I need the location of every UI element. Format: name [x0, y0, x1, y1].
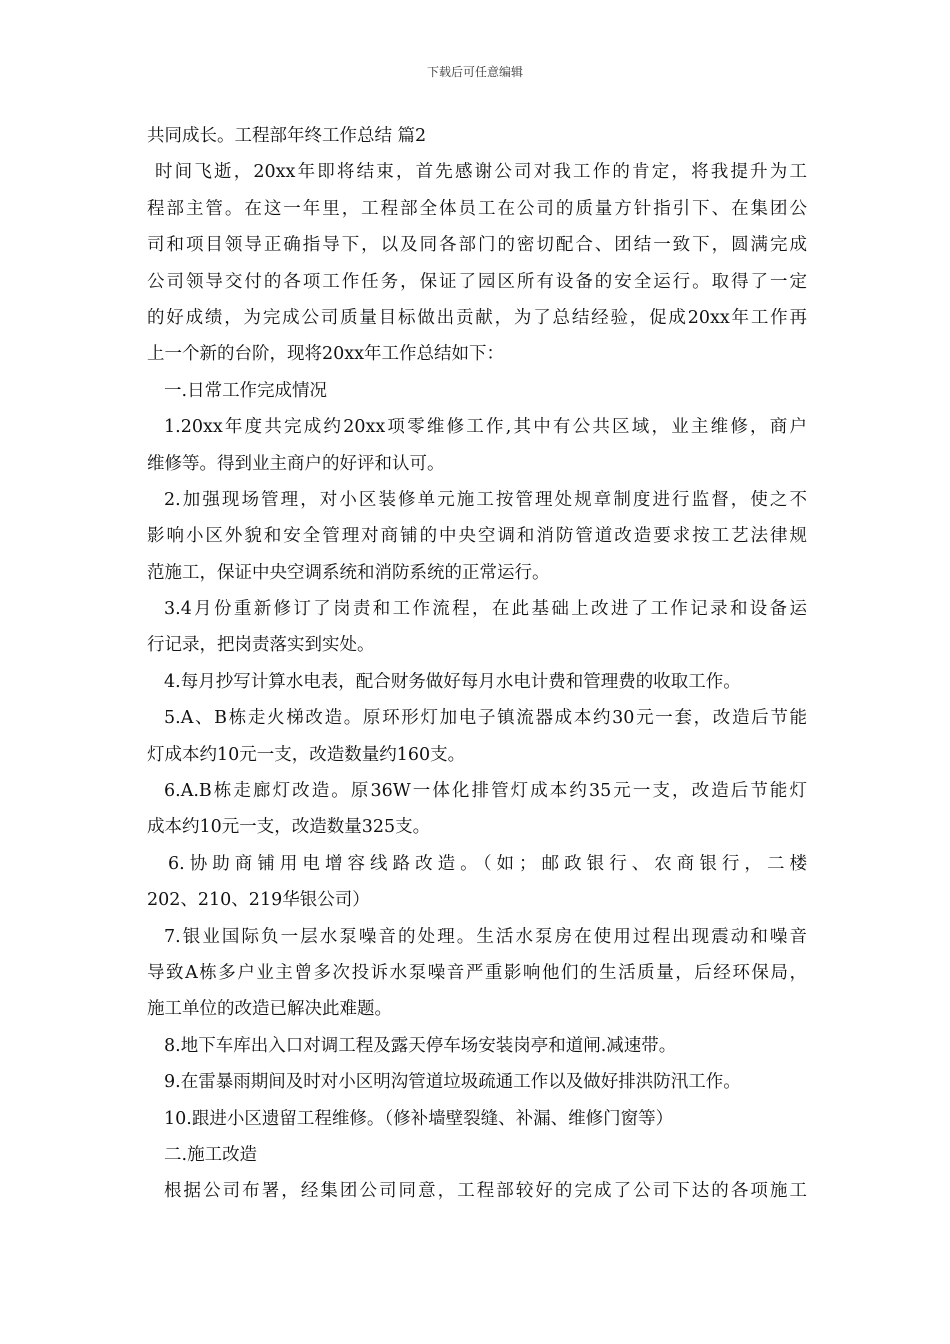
text-line-content: 一.日常工作完成情况	[164, 380, 328, 401]
text-line-content: 程部主管。在这一年里，工程部全体员工在公司的质量方针指引下、在集团公	[147, 198, 807, 219]
text-line	[147, 919, 807, 955]
text-line-content: 二.施工改造	[164, 1144, 258, 1165]
text-line	[147, 191, 807, 227]
text-line	[147, 664, 807, 700]
text-line-content: 范施工，保证中央空调系统和消防系统的正常运行。	[147, 562, 550, 583]
text-line	[147, 446, 807, 482]
text-line	[147, 373, 807, 409]
text-line-content: 2.加强现场管理，对小区装修单元施工按管理处规章制度进行监督，使之不	[164, 489, 807, 510]
text-line	[147, 591, 807, 627]
text-line-content: 成本约10元一支，改造数量325支。	[147, 817, 431, 838]
text-line	[147, 518, 807, 554]
text-line	[147, 809, 807, 845]
text-line	[147, 409, 807, 445]
text-line	[147, 336, 807, 372]
text-line-content: 10.跟进小区遗留工程维修。（修补墙壁裂缝、补漏、维修门窗等）	[164, 1108, 674, 1129]
text-line	[147, 264, 807, 300]
text-line-content: 上一个新的台阶，现将20xx年工作总结如下：	[147, 344, 505, 365]
text-line	[147, 773, 807, 809]
text-line-content: 6.协助商铺用电增容线路改造。（如；邮政银行、农商银行，二楼	[168, 853, 807, 874]
text-line	[147, 1101, 807, 1137]
text-line-content: 导致A栋多户业主曾多次投诉水泵噪音严重影响他们的生活质量，后经环保局，	[147, 962, 807, 983]
text-line	[147, 300, 807, 336]
text-line	[147, 1173, 807, 1209]
text-line-content: 4.每月抄写计算水电表，配合财务做好每月水电计费和管理费的收取工作。	[164, 671, 741, 692]
text-line-content: 维修等。得到业主商户的好评和认可。	[147, 453, 445, 474]
text-line-content: 行记录，把岗责落实到实处。	[147, 635, 375, 656]
text-line	[147, 1028, 807, 1064]
text-line-content: 3.4月份重新修订了岗责和工作流程，在此基础上改进了工作记录和设备运	[164, 599, 807, 620]
text-line-content: 8.地下车库出入口对调工程及露天停车场安装岗亭和道闸.减速带。	[164, 1035, 677, 1056]
text-line-content: 9.在雷暴雨期间及时对小区明沟管道垃圾疏通工作以及做好排洪防汛工作。	[164, 1072, 741, 1093]
text-line	[147, 627, 807, 663]
text-line	[147, 482, 807, 518]
text-line-content: 灯成本约10元一支，改造数量约160支。	[147, 744, 466, 765]
page-header: 下载后可任意编辑	[426, 65, 523, 79]
text-line	[147, 846, 807, 882]
text-line-content: 1.20xx年度共完成约20xx项零维修工作,其中有公共区域，业主维修，商户	[164, 417, 807, 438]
text-line-content: 5.A、B栋走火梯改造。原环形灯加电子镇流器成本约30元一套，改造后节能	[164, 708, 807, 729]
text-line	[147, 882, 807, 918]
text-line-content: 影响小区外貌和安全管理对商铺的中央空调和消防管道改造要求按工艺法律规	[147, 526, 807, 547]
text-line	[147, 118, 807, 154]
text-line	[147, 1137, 807, 1173]
document-body	[147, 118, 807, 1210]
text-line-content: 的好成绩，为完成公司质量目标做出贡献，为了总结经验，促成20xx年工作再	[147, 307, 807, 328]
text-line	[147, 1064, 807, 1100]
text-line-content: 202、210、219华银公司）	[147, 890, 370, 911]
text-line-content: 时间飞逝，20xx年即将结束，首先感谢公司对我工作的肯定，将我提升为工	[155, 162, 807, 183]
text-line-content: 施工单位的改造已解决此难题。	[147, 999, 392, 1020]
text-line-content: 6.A.B栋走廊灯改造。原36W一体化排管灯成本约35元一支，改造后节能灯	[164, 781, 807, 802]
text-line-content: 根据公司布署，经集团公司同意，工程部较好的完成了公司下达的各项施工	[164, 1181, 807, 1202]
text-line	[147, 991, 807, 1027]
text-line-content: 7.银业国际负一层水泵噪音的处理。生活水泵房在使用过程出现震动和噪音	[164, 926, 807, 947]
text-line	[147, 955, 807, 991]
text-line	[147, 737, 807, 773]
text-line-content: 司和项目领导正确指导下，以及同各部门的密切配合、团结一致下，圆满完成	[147, 235, 807, 256]
text-line-content: 共同成长。工程部年终工作总结 篇2	[147, 126, 427, 146]
text-line	[147, 154, 807, 190]
text-line-content: 公司领导交付的各项工作任务，保证了园区所有设备的安全运行。取得了一定	[147, 271, 807, 292]
text-line	[147, 227, 807, 263]
text-line	[147, 555, 807, 591]
text-line	[147, 700, 807, 736]
